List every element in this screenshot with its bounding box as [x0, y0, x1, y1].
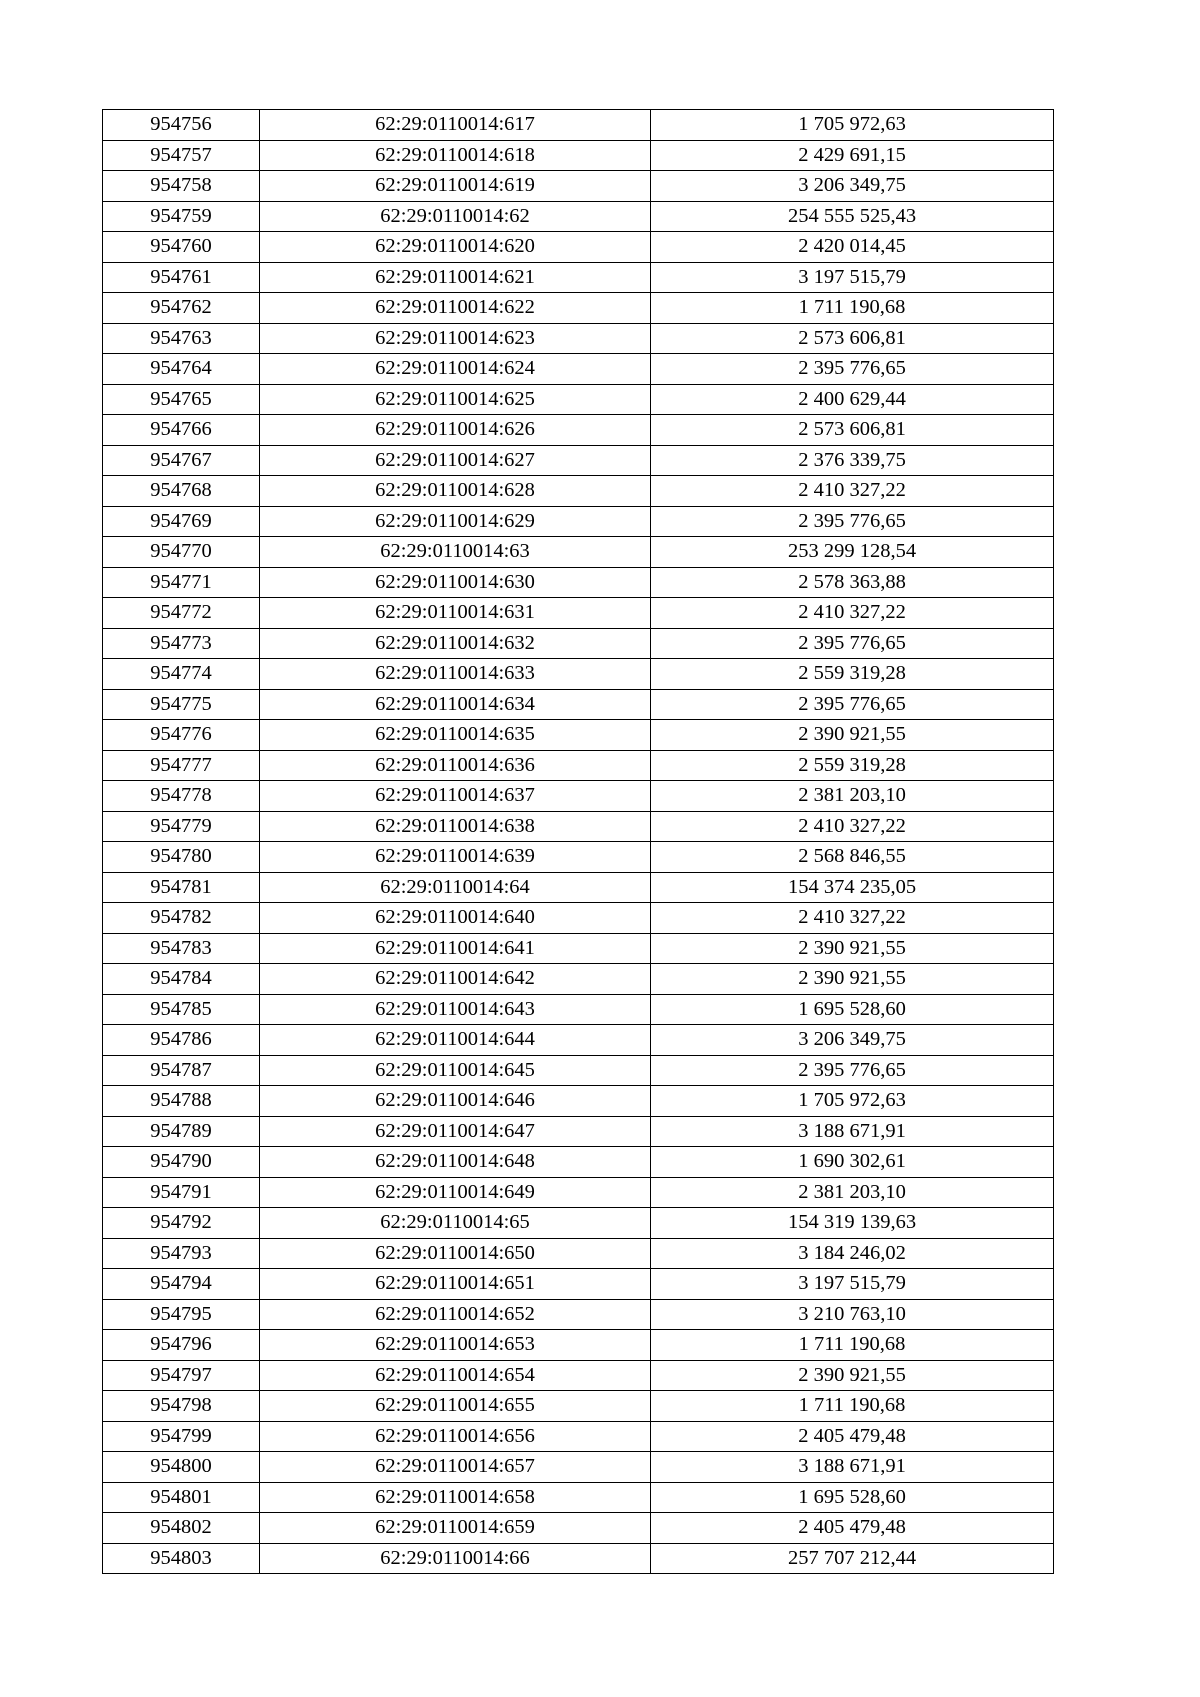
cadastral-number-cell: 62:29:0110014:637: [260, 781, 651, 812]
cadastral-value-cell: 3 197 515,79: [651, 1269, 1054, 1300]
cadastral-value-cell: 1 711 190,68: [651, 293, 1054, 324]
table-row: [103, 1269, 1054, 1300]
table-row: [103, 110, 1054, 141]
table-row: [103, 1177, 1054, 1208]
cadastral-number-cell: 62:29:0110014:66: [260, 1543, 651, 1574]
row-number-cell: 954768: [103, 476, 260, 507]
table-row: [103, 1025, 1054, 1056]
table-row: [103, 1482, 1054, 1513]
row-number-cell: 954793: [103, 1238, 260, 1269]
row-number-cell: 954798: [103, 1391, 260, 1422]
cadastral-value-cell: 2 405 479,48: [651, 1421, 1054, 1452]
row-number-cell: 954764: [103, 354, 260, 385]
cadastral-value-cell: 154 374 235,05: [651, 872, 1054, 903]
table-row: [103, 1421, 1054, 1452]
row-number-cell: 954792: [103, 1208, 260, 1239]
table-row: [103, 964, 1054, 995]
row-number-cell: 954783: [103, 933, 260, 964]
cadastral-number-cell: 62:29:0110014:643: [260, 994, 651, 1025]
cadastral-number-cell: 62:29:0110014:620: [260, 232, 651, 263]
row-number-cell: 954773: [103, 628, 260, 659]
cadastral-number-cell: 62:29:0110014:63: [260, 537, 651, 568]
cadastral-value-cell: 2 395 776,65: [651, 1055, 1054, 1086]
table-row: [103, 323, 1054, 354]
cadastral-number-cell: 62:29:0110014:638: [260, 811, 651, 842]
cadastral-number-cell: 62:29:0110014:625: [260, 384, 651, 415]
table-row: [103, 659, 1054, 690]
cadastral-number-cell: 62:29:0110014:655: [260, 1391, 651, 1422]
row-number-cell: 954789: [103, 1116, 260, 1147]
cadastral-value-cell: 3 210 763,10: [651, 1299, 1054, 1330]
row-number-cell: 954776: [103, 720, 260, 751]
row-number-cell: 954799: [103, 1421, 260, 1452]
cadastral-value-cell: 2 573 606,81: [651, 323, 1054, 354]
table-row: [103, 872, 1054, 903]
table-row: [103, 1299, 1054, 1330]
cadastral-value-cell: 2 395 776,65: [651, 506, 1054, 537]
row-number-cell: 954761: [103, 262, 260, 293]
cadastral-number-cell: 62:29:0110014:633: [260, 659, 651, 690]
cadastral-value-cell: 257 707 212,44: [651, 1543, 1054, 1574]
cadastral-number-cell: 62:29:0110014:631: [260, 598, 651, 629]
cadastral-value-cell: 2 395 776,65: [651, 354, 1054, 385]
cadastral-value-cell: 253 299 128,54: [651, 537, 1054, 568]
cadastral-value-cell: 2 395 776,65: [651, 628, 1054, 659]
cadastral-value-cell: 2 390 921,55: [651, 964, 1054, 995]
cadastral-value-table: [102, 109, 1054, 1574]
cadastral-number-cell: 62:29:0110014:624: [260, 354, 651, 385]
cadastral-value-cell: 2 395 776,65: [651, 689, 1054, 720]
cadastral-value-cell: 2 410 327,22: [651, 598, 1054, 629]
table-row: [103, 506, 1054, 537]
cadastral-number-cell: 62:29:0110014:648: [260, 1147, 651, 1178]
table-row: [103, 140, 1054, 171]
table-row: [103, 750, 1054, 781]
cadastral-value-cell: 3 206 349,75: [651, 1025, 1054, 1056]
table-row: [103, 384, 1054, 415]
row-number-cell: 954756: [103, 110, 260, 141]
cadastral-value-cell: 2 573 606,81: [651, 415, 1054, 446]
cadastral-value-cell: 1 711 190,68: [651, 1330, 1054, 1361]
row-number-cell: 954762: [103, 293, 260, 324]
row-number-cell: 954780: [103, 842, 260, 873]
row-number-cell: 954779: [103, 811, 260, 842]
row-number-cell: 954795: [103, 1299, 260, 1330]
table-row: [103, 232, 1054, 263]
cadastral-value-cell: 2 410 327,22: [651, 476, 1054, 507]
cadastral-value-cell: 2 559 319,28: [651, 750, 1054, 781]
row-number-cell: 954797: [103, 1360, 260, 1391]
cadastral-number-cell: 62:29:0110014:632: [260, 628, 651, 659]
cadastral-value-cell: 2 405 479,48: [651, 1513, 1054, 1544]
row-number-cell: 954785: [103, 994, 260, 1025]
cadastral-number-cell: 62:29:0110014:62: [260, 201, 651, 232]
cadastral-value-cell: 1 711 190,68: [651, 1391, 1054, 1422]
table-body: [103, 110, 1054, 1574]
table-row: [103, 1330, 1054, 1361]
row-number-cell: 954774: [103, 659, 260, 690]
table-row: [103, 720, 1054, 751]
cadastral-value-cell: 3 206 349,75: [651, 171, 1054, 202]
table-row: [103, 1116, 1054, 1147]
row-number-cell: 954758: [103, 171, 260, 202]
table-row: [103, 1452, 1054, 1483]
table-row: [103, 1513, 1054, 1544]
cadastral-value-cell: 1 695 528,60: [651, 1482, 1054, 1513]
row-number-cell: 954775: [103, 689, 260, 720]
table-row: [103, 567, 1054, 598]
row-number-cell: 954790: [103, 1147, 260, 1178]
table-row: [103, 811, 1054, 842]
cadastral-value-cell: 3 184 246,02: [651, 1238, 1054, 1269]
table-row: [103, 689, 1054, 720]
table-row: [103, 598, 1054, 629]
table-row: [103, 1543, 1054, 1574]
cadastral-number-cell: 62:29:0110014:636: [260, 750, 651, 781]
cadastral-number-cell: 62:29:0110014:622: [260, 293, 651, 324]
row-number-cell: 954791: [103, 1177, 260, 1208]
table-row: [103, 628, 1054, 659]
cadastral-number-cell: 62:29:0110014:650: [260, 1238, 651, 1269]
cadastral-value-cell: 2 559 319,28: [651, 659, 1054, 690]
cadastral-value-cell: 3 188 671,91: [651, 1116, 1054, 1147]
row-number-cell: 954771: [103, 567, 260, 598]
table-row: [103, 1055, 1054, 1086]
table-row: [103, 994, 1054, 1025]
cadastral-number-cell: 62:29:0110014:644: [260, 1025, 651, 1056]
cadastral-value-cell: 2 578 363,88: [651, 567, 1054, 598]
row-number-cell: 954766: [103, 415, 260, 446]
cadastral-number-cell: 62:29:0110014:649: [260, 1177, 651, 1208]
row-number-cell: 954765: [103, 384, 260, 415]
cadastral-number-cell: 62:29:0110014:618: [260, 140, 651, 171]
row-number-cell: 954803: [103, 1543, 260, 1574]
cadastral-value-cell: 154 319 139,63: [651, 1208, 1054, 1239]
cadastral-value-cell: 2 390 921,55: [651, 933, 1054, 964]
cadastral-number-cell: 62:29:0110014:656: [260, 1421, 651, 1452]
row-number-cell: 954800: [103, 1452, 260, 1483]
row-number-cell: 954784: [103, 964, 260, 995]
cadastral-number-cell: 62:29:0110014:619: [260, 171, 651, 202]
row-number-cell: 954769: [103, 506, 260, 537]
row-number-cell: 954802: [103, 1513, 260, 1544]
cadastral-number-cell: 62:29:0110014:635: [260, 720, 651, 751]
row-number-cell: 954760: [103, 232, 260, 263]
table-row: [103, 1147, 1054, 1178]
cadastral-number-cell: 62:29:0110014:654: [260, 1360, 651, 1391]
table-row: [103, 354, 1054, 385]
cadastral-number-cell: 62:29:0110014:630: [260, 567, 651, 598]
row-number-cell: 954801: [103, 1482, 260, 1513]
row-number-cell: 954759: [103, 201, 260, 232]
cadastral-value-cell: 2 376 339,75: [651, 445, 1054, 476]
row-number-cell: 954781: [103, 872, 260, 903]
cadastral-value-cell: 2 390 921,55: [651, 720, 1054, 751]
row-number-cell: 954787: [103, 1055, 260, 1086]
cadastral-value-cell: 2 410 327,22: [651, 903, 1054, 934]
cadastral-number-cell: 62:29:0110014:634: [260, 689, 651, 720]
row-number-cell: 954772: [103, 598, 260, 629]
cadastral-value-cell: 1 695 528,60: [651, 994, 1054, 1025]
table-row: [103, 171, 1054, 202]
cadastral-value-cell: 2 429 691,15: [651, 140, 1054, 171]
cadastral-number-cell: 62:29:0110014:657: [260, 1452, 651, 1483]
cadastral-number-cell: 62:29:0110014:629: [260, 506, 651, 537]
cadastral-number-cell: 62:29:0110014:659: [260, 1513, 651, 1544]
table-row: [103, 445, 1054, 476]
cadastral-value-cell: 2 390 921,55: [651, 1360, 1054, 1391]
row-number-cell: 954794: [103, 1269, 260, 1300]
cadastral-value-cell: 2 410 327,22: [651, 811, 1054, 842]
cadastral-value-cell: 2 400 629,44: [651, 384, 1054, 415]
table-row: [103, 201, 1054, 232]
cadastral-number-cell: 62:29:0110014:64: [260, 872, 651, 903]
table-row: [103, 293, 1054, 324]
cadastral-number-cell: 62:29:0110014:623: [260, 323, 651, 354]
cadastral-number-cell: 62:29:0110014:628: [260, 476, 651, 507]
row-number-cell: 954796: [103, 1330, 260, 1361]
row-number-cell: 954788: [103, 1086, 260, 1117]
cadastral-value-cell: 2 420 014,45: [651, 232, 1054, 263]
cadastral-number-cell: 62:29:0110014:646: [260, 1086, 651, 1117]
cadastral-number-cell: 62:29:0110014:658: [260, 1482, 651, 1513]
table-row: [103, 933, 1054, 964]
cadastral-value-cell: 3 197 515,79: [651, 262, 1054, 293]
cadastral-value-cell: 254 555 525,43: [651, 201, 1054, 232]
cadastral-number-cell: 62:29:0110014:626: [260, 415, 651, 446]
table-row: [103, 781, 1054, 812]
table-row: [103, 537, 1054, 568]
cadastral-number-cell: 62:29:0110014:621: [260, 262, 651, 293]
cadastral-value-cell: 2 381 203,10: [651, 1177, 1054, 1208]
table-row: [103, 903, 1054, 934]
row-number-cell: 954763: [103, 323, 260, 354]
cadastral-value-cell: 2 381 203,10: [651, 781, 1054, 812]
cadastral-number-cell: 62:29:0110014:647: [260, 1116, 651, 1147]
row-number-cell: 954777: [103, 750, 260, 781]
cadastral-value-cell: 1 705 972,63: [651, 1086, 1054, 1117]
cadastral-value-cell: 1 690 302,61: [651, 1147, 1054, 1178]
cadastral-number-cell: 62:29:0110014:651: [260, 1269, 651, 1300]
row-number-cell: 954767: [103, 445, 260, 476]
row-number-cell: 954786: [103, 1025, 260, 1056]
cadastral-number-cell: 62:29:0110014:645: [260, 1055, 651, 1086]
cadastral-number-cell: 62:29:0110014:641: [260, 933, 651, 964]
table-row: [103, 842, 1054, 873]
table-row: [103, 262, 1054, 293]
cadastral-number-cell: 62:29:0110014:653: [260, 1330, 651, 1361]
cadastral-number-cell: 62:29:0110014:642: [260, 964, 651, 995]
table-row: [103, 1238, 1054, 1269]
row-number-cell: 954770: [103, 537, 260, 568]
row-number-cell: 954757: [103, 140, 260, 171]
table-row: [103, 1086, 1054, 1117]
cadastral-value-cell: 1 705 972,63: [651, 110, 1054, 141]
cadastral-number-cell: 62:29:0110014:640: [260, 903, 651, 934]
cadastral-number-cell: 62:29:0110014:639: [260, 842, 651, 873]
cadastral-number-cell: 62:29:0110014:627: [260, 445, 651, 476]
cadastral-value-cell: 2 568 846,55: [651, 842, 1054, 873]
table-row: [103, 1360, 1054, 1391]
row-number-cell: 954778: [103, 781, 260, 812]
table-row: [103, 476, 1054, 507]
cadastral-value-cell: 3 188 671,91: [651, 1452, 1054, 1483]
cadastral-number-cell: 62:29:0110014:617: [260, 110, 651, 141]
table-row: [103, 1208, 1054, 1239]
table-row: [103, 1391, 1054, 1422]
row-number-cell: 954782: [103, 903, 260, 934]
cadastral-number-cell: 62:29:0110014:652: [260, 1299, 651, 1330]
cadastral-number-cell: 62:29:0110014:65: [260, 1208, 651, 1239]
table-row: [103, 415, 1054, 446]
